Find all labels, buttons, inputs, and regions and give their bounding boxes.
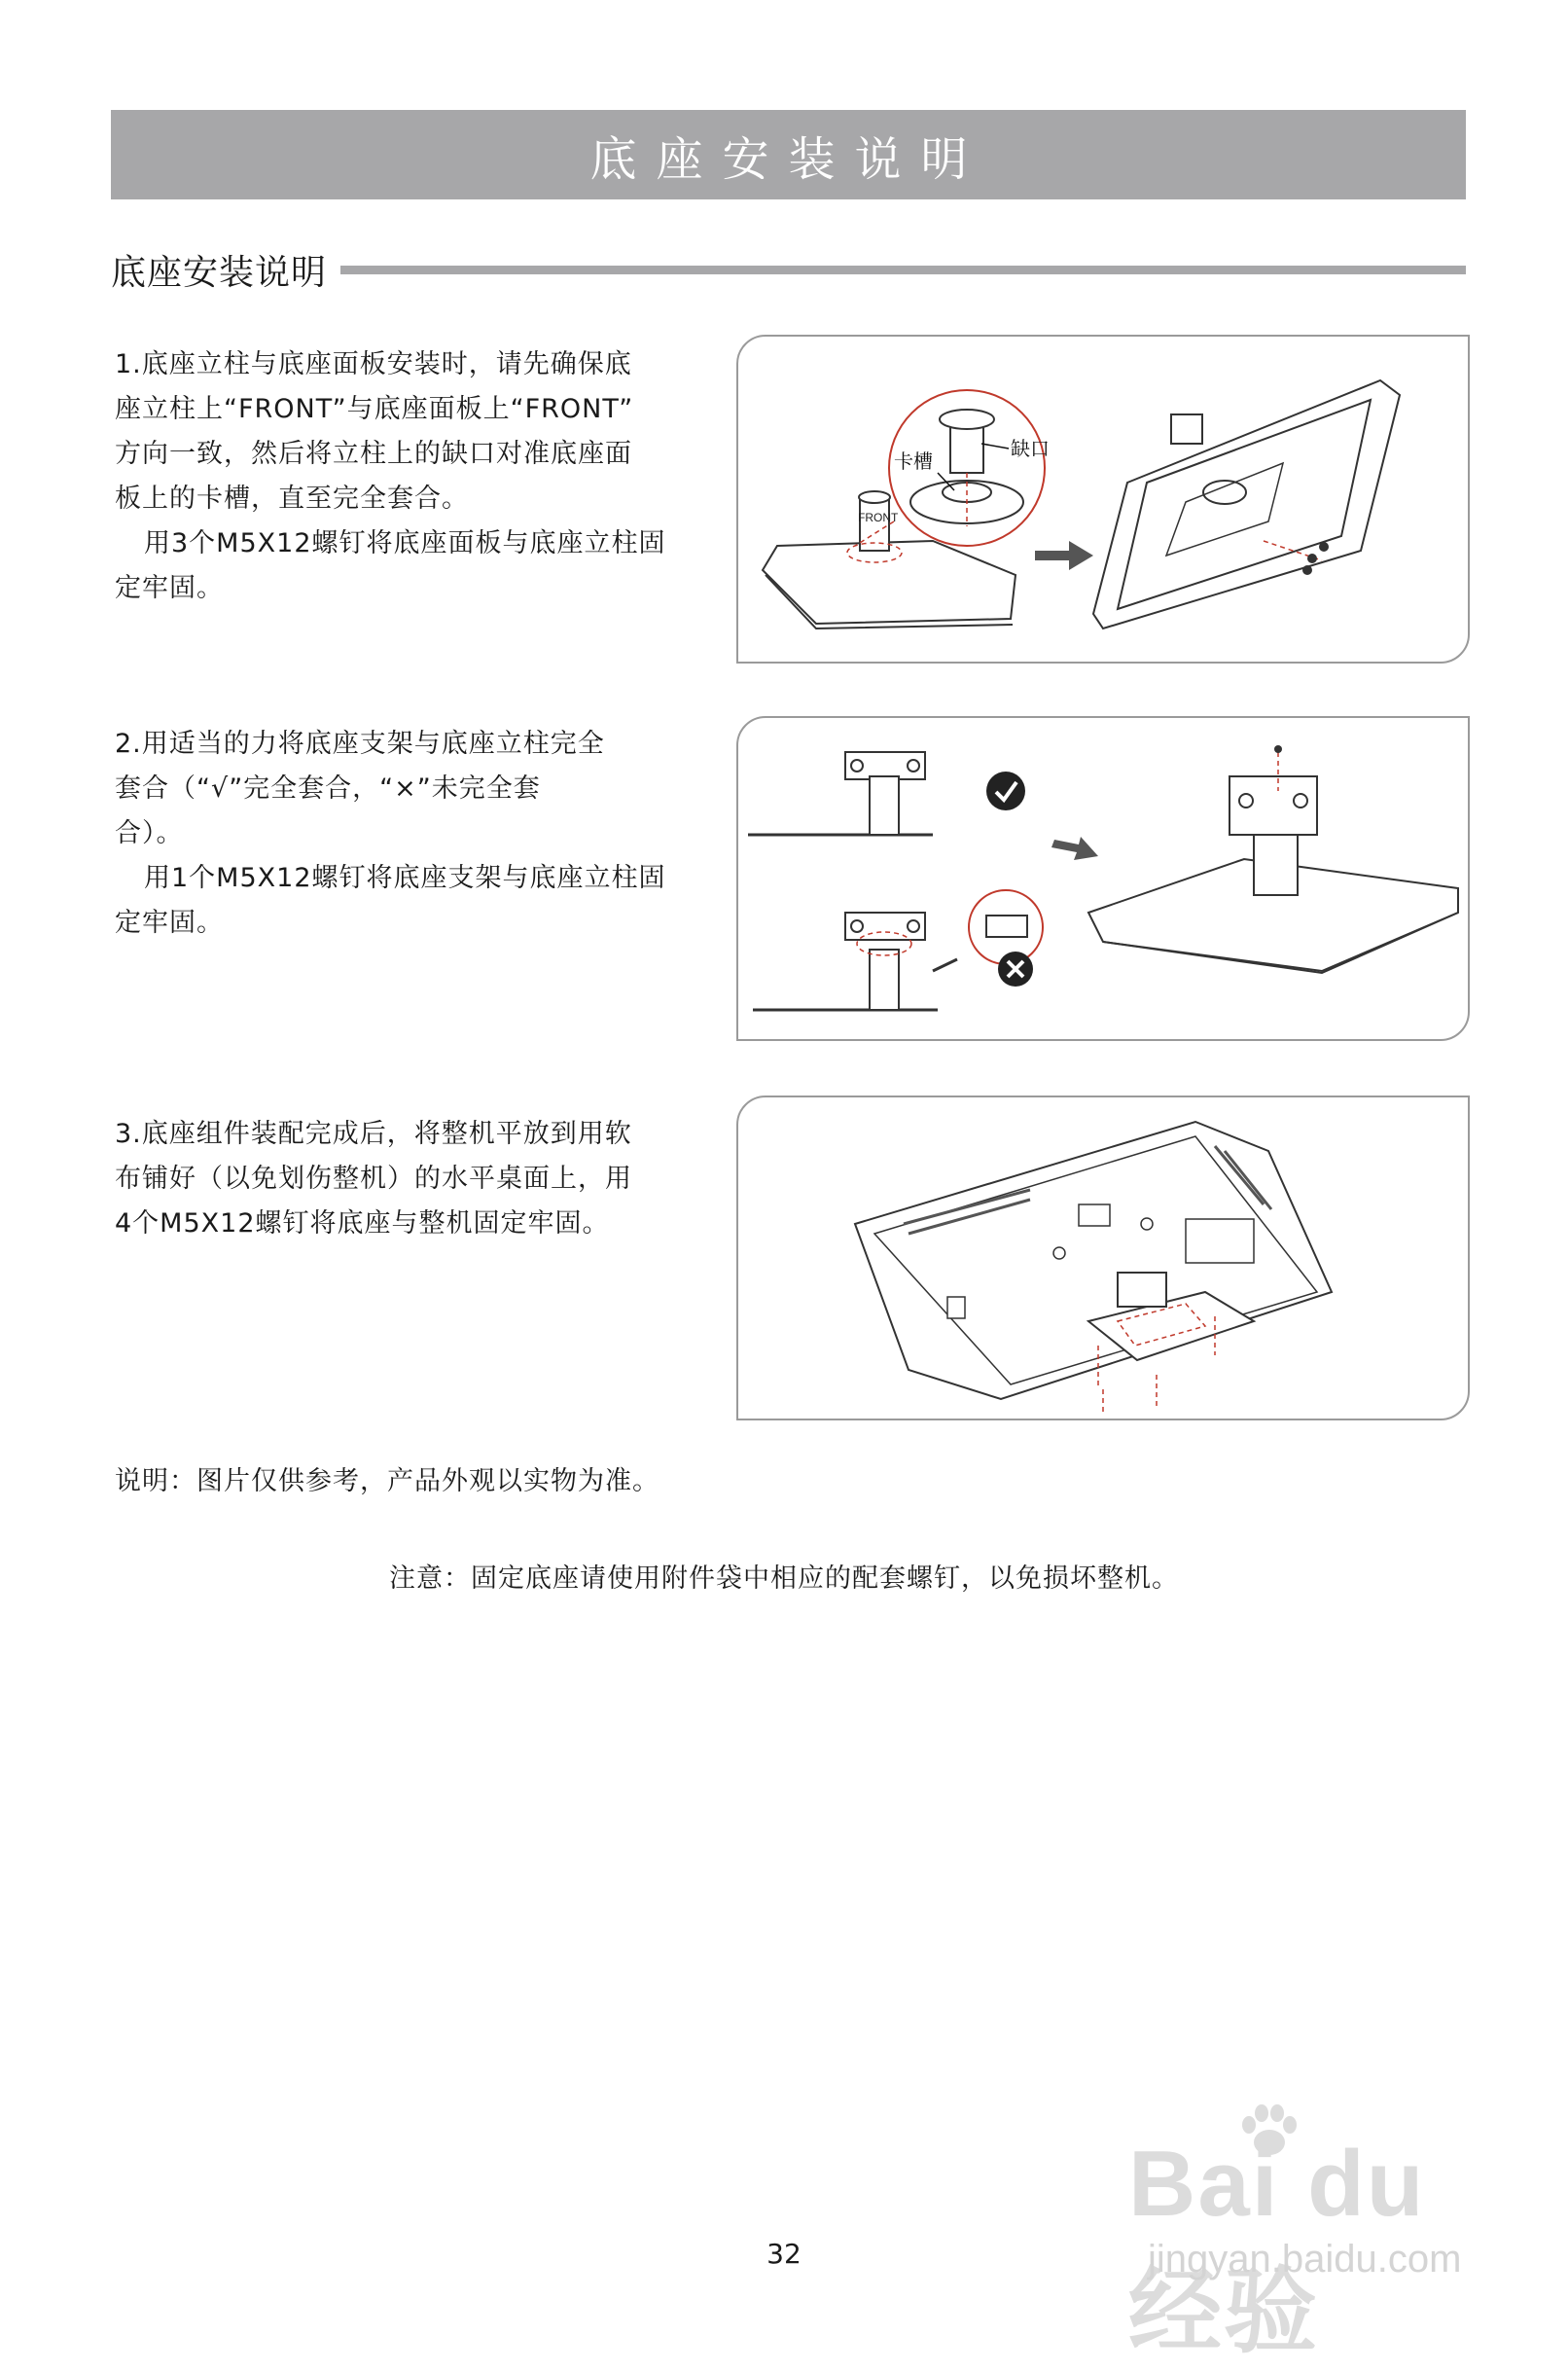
step-3-text [115, 1112, 708, 1246]
section-header [111, 245, 1466, 294]
caution-note: 注意：固定底座请使用附件袋中相应的配套螺钉，以免损坏整机。 [389, 1563, 1179, 1594]
step-1-line: 1.底座立柱与底座面板安装时，请先确保底 [115, 349, 632, 379]
step-2-text [115, 722, 708, 946]
page-title: 底座安装说明 [589, 131, 987, 187]
step-1-line: 座立柱上“FRONT”与底座面板上“FRONT” [115, 394, 634, 424]
page-title-banner [111, 110, 1466, 199]
watermark-url: jingyan.baidu.com [1148, 2238, 1462, 2281]
step-1-extra: 用3个M5X12螺钉将底座面板与底座立柱固 [144, 528, 666, 558]
step-1-line: 板上的卡槽，直至完全套合。 [115, 484, 469, 514]
step-1-illustration [738, 337, 1468, 662]
section-rule [340, 266, 1466, 274]
disclaimer-note: 说明：图片仅供参考，产品外观以实物为准。 [115, 1466, 659, 1496]
watermark-brand: Bai du 经验 [1128, 2132, 1426, 2364]
step-2-line: 2.用适当的力将底座支架与底座立柱完全 [115, 729, 605, 759]
step-3-illustration [738, 1097, 1468, 1419]
step-3-figure [736, 1096, 1470, 1420]
step-1-extra: 定牢固。 [115, 573, 224, 603]
step-2-line: 套合（“√”完全套合，“×”未完全套 [115, 773, 541, 804]
notch-label: 缺口 [1011, 437, 1050, 460]
slot-label: 卡槽 [894, 449, 933, 473]
step-1-text [115, 342, 708, 611]
step-2-illustration [738, 718, 1468, 1039]
step-2-extra: 定牢固。 [115, 908, 224, 938]
step-2-line: 合）。 [115, 818, 184, 848]
check-icon [986, 772, 1025, 810]
step-3-line: 布铺好（以免划伤整机）的水平桌面上，用 [115, 1164, 632, 1194]
step-3-line: 3.底座组件装配完成后，将整机平放到用软 [115, 1119, 632, 1149]
arrow-icon [1051, 837, 1098, 860]
step-2-figure [736, 716, 1470, 1041]
step-3-line: 4个M5X12螺钉将底座与整机固定牢固。 [115, 1208, 610, 1239]
watermark [1128, 2102, 1498, 2364]
front-label: FRONT [858, 511, 899, 524]
arrow-icon [1035, 541, 1093, 570]
step-2-extra: 用1个M5X12螺钉将底座支架与底座立柱固 [144, 863, 666, 893]
step-1-line: 方向一致，然后将立柱上的缺口对准底座面 [115, 439, 632, 469]
step-1-figure [736, 335, 1470, 664]
section-title: 底座安装说明 [111, 252, 328, 293]
page-number: 32 [766, 2238, 802, 2270]
